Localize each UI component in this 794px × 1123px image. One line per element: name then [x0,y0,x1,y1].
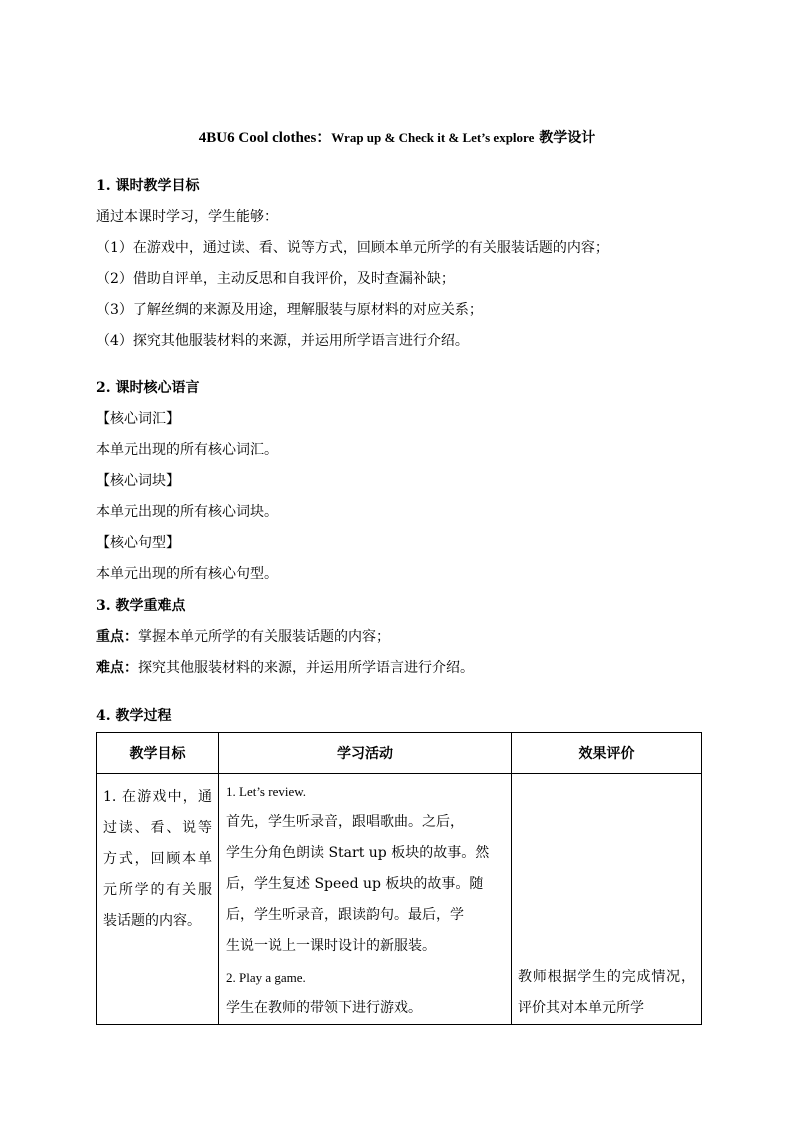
activity-line: 生说一说上一课时设计的新服装。 [226,938,436,954]
document-title [0,126,794,147]
activity-line: 后，学生复述 Speed up 板块的故事。随 [226,876,484,892]
section1-heading: 1. 课时教学目标 [96,178,200,194]
chunk-text: 本单元出现的所有核心词块。 [96,504,278,520]
section1-intro: 通过本课时学习，学生能够： [96,209,278,225]
activity-line: 首先，学生听录音，跟唱歌曲。之后， [226,814,464,830]
pattern-label: 【核心句型】 [96,535,180,551]
title-part1: 4BU6 Cool clothes： [198,130,332,146]
activity-line: 1. Let’s review. [226,784,307,799]
pattern-text: 本单元出现的所有核心句型。 [96,566,278,582]
goal-text: 1. 在游戏中，通过读、看、说等方式，回顾本单元所学的有关服装话题的内容。 [103,789,212,929]
activity-line: 学生分角色朗读 Start up 板块的故事。然 [226,845,490,861]
table-row [97,774,702,1025]
evaluation-text: 教师根据学生的完成情况，评价其对本单元所学 [518,969,695,1016]
difficult-point-text: 探究其他服装材料的来源，并运用所学语言进行介绍。 [138,660,474,676]
vocab-text: 本单元出现的所有核心词汇。 [96,442,278,458]
table-header-row [97,733,702,774]
activity-line: 2. Play a game. [226,970,306,985]
section1-item-1: （1）在游戏中，通过读、看、说等方式，回顾本单元所学的有关服装话题的内容； [96,240,609,256]
header-goal: 教学目标 [97,733,219,774]
activity-line: 学生在教师的带领下进行游戏。 [226,1000,422,1016]
key-point-text: 掌握本单元所学的有关服装话题的内容； [138,629,390,645]
vocab-label: 【核心词汇】 [96,411,180,427]
section1-item-2: （2）借助自评单，主动反思和自我评价，及时查漏补缺； [96,271,455,287]
key-point-label: 重点： [96,629,138,645]
section2-heading: 2. 课时核心语言 [96,380,200,396]
section1-item-4: （4）探究其他服装材料的来源，并运用所学语言进行介绍。 [96,333,469,349]
difficult-point [96,658,474,678]
header-evaluation: 效果评价 [512,733,702,774]
activity-cell [219,774,512,1025]
evaluation-cell [512,774,702,1025]
difficult-point-label: 难点： [96,660,138,676]
activity-line: 后，学生听录音，跟读韵句。最后，学 [226,907,464,923]
key-point [96,627,390,647]
section1-item-3: （3）了解丝绸的来源及用途，理解服装与原材料的对应关系； [96,302,483,318]
teaching-process-table [96,732,702,1025]
title-part2: Wrap up & Check it & Let’s explore [331,130,535,145]
goal-cell [97,774,219,1025]
title-part3: 教学设计 [534,130,596,146]
section4-heading: 4. 教学过程 [96,708,172,724]
section3-heading: 3. 教学重难点 [96,598,186,614]
header-activity: 学习活动 [219,733,512,774]
chunk-label: 【核心词块】 [96,473,180,489]
